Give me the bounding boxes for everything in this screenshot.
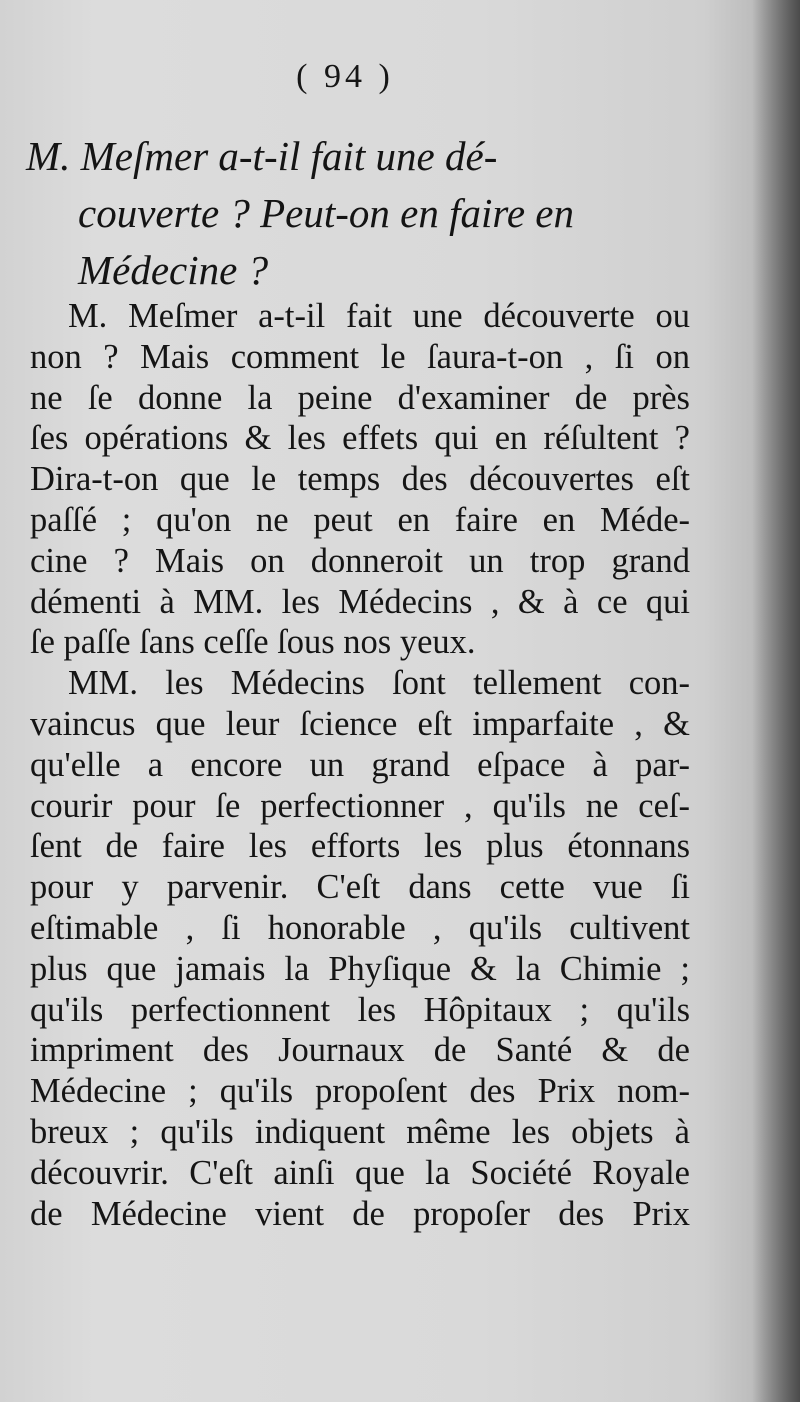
paragraph-1 <box>30 296 690 663</box>
section-heading <box>26 128 686 299</box>
heading-line-3: Médecine ? <box>78 247 269 293</box>
page-gutter-shadow <box>752 0 800 1402</box>
text-line: cine ? Mais on donneroit un trop grand <box>30 541 690 580</box>
text-line: découvrir. C'eſt ainſi que la Société Royale <box>30 1153 690 1192</box>
text-line: ſe paſſe ſans ceſſe ſous nos yeux. <box>30 623 476 662</box>
page-number: ( 94 ) <box>296 58 394 95</box>
text-line: paſſé ; qu'on ne peut en faire en Méde- <box>30 500 690 539</box>
text-line: M. Meſmer a-t-il fait une découverte ou <box>68 297 690 335</box>
text-line: vaincus que leur ſcience eſt imparfaite , & <box>30 704 690 743</box>
heading-line-2: couverte ? Peut-on en faire en <box>78 190 574 236</box>
paragraph-2 <box>30 663 690 1234</box>
text-line: qu'elle a encore un grand eſpace à par- <box>30 745 690 784</box>
text-line: MM. les Médecins ſont tellement con- <box>68 664 690 703</box>
text-line: ne ſe donne la peine d'examiner de près <box>30 378 690 417</box>
text-line: pour y parvenir. C'eſt dans cette vue ſi <box>30 868 690 907</box>
text-line: non ? Mais comment le ſaura-t-on , ſi on <box>30 337 690 376</box>
text-line: impriment des Journaux de Santé & de <box>30 1031 690 1070</box>
text-line: qu'ils perfectionnent les Hôpitaux ; qu'ils <box>30 990 690 1029</box>
text-line: plus que jamais la Phyſique & la Chimie ; <box>30 949 690 988</box>
text-line: ſent de faire les efforts les plus étonnans <box>30 827 690 866</box>
text-line: Dira-t-on que le temps des découvertes eſt <box>30 460 690 499</box>
text-line: eſtimable , ſi honorable , qu'ils cultivent <box>30 908 690 947</box>
text-line: courir pour ſe perfectionner , qu'ils ne ceſ- <box>30 786 690 825</box>
body-text <box>30 296 690 1234</box>
text-line: ſes opérations & les effets qui en réſultent ? <box>30 419 690 458</box>
text-line: de Médecine vient de propoſer des Prix <box>30 1194 690 1233</box>
text-line: Médecine ; qu'ils propoſent des Prix nom- <box>30 1072 690 1111</box>
heading-line-1: M. Meſmer a-t-il fait une dé- <box>26 133 498 179</box>
text-line: démenti à MM. les Médecins , & à ce qui <box>30 582 690 621</box>
text-line: breux ; qu'ils indiquent même les objets à <box>30 1112 690 1151</box>
